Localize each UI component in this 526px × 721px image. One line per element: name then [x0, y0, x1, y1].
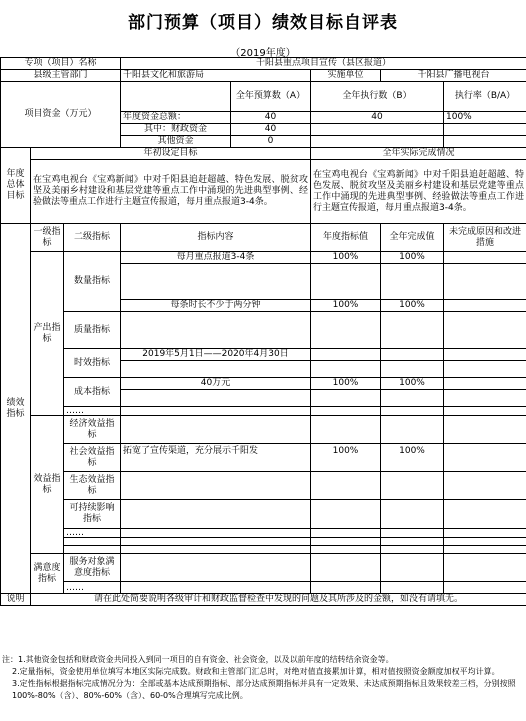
fund-fiscal-label: 其中：财政资金 [121, 124, 231, 136]
project-name-label: 专项（项目）名称 [1, 58, 121, 70]
fund-fiscal-exec [311, 124, 444, 136]
output-more: …… [64, 407, 121, 416]
social-content: 拓宽了宣传渠道，充分展示千阳发 [121, 444, 311, 472]
footnote-1: 注：1.其他资金包括和财政资金共同投入到同一项目的自有资金、社会资金，以及以前年度的结转结余资金等。 [2, 655, 394, 664]
dept-value: 千阳县文化和旅游局 [121, 70, 311, 82]
dept-label: 县级主管部门 [1, 70, 121, 82]
effect-indicators-label: 效益指标 [31, 416, 64, 554]
fund-other-rate [444, 136, 526, 148]
output-indicators-label: 产出指标 [31, 252, 64, 416]
page-title: 部门预算（项目）绩效目标自评表 [128, 13, 398, 33]
header-target: 年度指标值 [311, 224, 381, 252]
fund-fiscal-rate [444, 124, 526, 136]
plan-goal-text: 在宝鸡电视台《宝鸡新闻》中对千阳县追赶超越、特色发展、脱贫攻坚及美丽乡村建设和基层党建等重点工作中涌现的先进典型事例、经验做法等重点工作进行主题宣传报道，每月重点报道3-4条。 [31, 160, 311, 224]
actual-goal-text: 在宝鸡电视台《宝鸡新闻》中对千阳县追赶超越、特色发展、脱贫攻坚及美丽乡村建设和基层党建等重点工作中涌现的先进典型事例、经验做法等重点工作进行主题宣传报道，每月重点报道3-4条。 [311, 160, 526, 224]
funds-blank [121, 82, 231, 112]
social-indicator-label: 社会效益指标 [64, 444, 121, 472]
fund-total-rate: 100% [444, 112, 526, 124]
col-budget: 全年预算数（A） [231, 82, 311, 112]
quality-content: 每条时长不少于两分钟 [121, 300, 311, 312]
cost-actual: 100% [381, 378, 444, 390]
col-rate: 执行率（B/A） [444, 82, 526, 112]
header-actual: 全年完成值 [381, 224, 444, 252]
annual-goal-label: 年度总体目标 [1, 148, 31, 224]
project-name-value: 千阳县重点项目宣传（县区报道） [121, 58, 526, 70]
impl-unit-value: 千阳县广播电视台 [381, 70, 526, 82]
quantity-reason [444, 252, 526, 264]
remark-label: 说明 [1, 594, 31, 606]
header-content: 指标内容 [121, 224, 311, 252]
quality-actual: 100% [381, 300, 444, 312]
plan-goal-header: 年初设定目标 [31, 148, 311, 160]
footnote-2: 2.定量指标，资金使用单位填写本地区实际完成数。财政和主管部门汇总时，对绝对值直接累加计算，相对值按照资金额度加权平均计算。 [12, 667, 500, 676]
fund-other-exec [311, 136, 444, 148]
eco-indicator-label: 生态效益指标 [64, 472, 121, 500]
cost-target: 100% [311, 378, 381, 390]
fund-other-label: 其他资金 [121, 136, 231, 148]
self-evaluation-table [0, 57, 526, 606]
fund-total-exec: 40 [311, 112, 444, 124]
cost-content: 40万元 [121, 378, 311, 390]
cost-indicator-label: 成本指标 [64, 378, 121, 407]
report-year: （2019年度） [230, 48, 296, 59]
actual-goal-header: 全年实际完成情况 [311, 148, 526, 160]
remark-text: 请在此处简要说明各级审计和财政监督检查中发现的问题及其所涉及的金额，如没有请填无。 [31, 594, 526, 606]
timeliness-indicator-label: 时效指标 [64, 349, 121, 378]
impl-unit-label: 实施单位 [311, 70, 381, 82]
social-actual: 100% [381, 444, 444, 472]
quantity-content: 每月重点报道3-4条 [121, 252, 311, 264]
fund-total-label: 年度资金总额： [121, 112, 231, 124]
effect-more: …… [64, 529, 121, 538]
service-satisfaction-label: 服务对象满意度指标 [64, 554, 121, 582]
header-reason: 未完成原因和改进措施 [444, 224, 526, 252]
satisfaction-indicators-label: 满意度指标 [31, 554, 64, 594]
funds-label: 项目资金（万元） [1, 82, 121, 148]
fund-other-budget: 0 [231, 136, 311, 148]
footnotes [2, 654, 524, 702]
col-exec: 全年执行数（B） [311, 82, 444, 112]
time-content: 2019年5月1日——2020年4月30日 [121, 349, 311, 361]
social-target: 100% [311, 444, 381, 472]
quality-target: 100% [311, 300, 381, 312]
quantity-actual: 100% [381, 252, 444, 264]
fund-total-budget: 40 [231, 112, 311, 124]
satisfaction-more: …… [64, 582, 121, 594]
header-level2: 二级指标 [64, 224, 121, 252]
sustain-indicator-label: 可持续影响指标 [64, 500, 121, 529]
perf-indicators-label: 绩效指标 [1, 224, 31, 594]
quality-indicator-label: 质量指标 [64, 312, 121, 349]
quantity-indicator-label: 数量指标 [64, 252, 121, 312]
econ-indicator-label: 经济效益指标 [64, 416, 121, 444]
fund-fiscal-budget: 40 [231, 124, 311, 136]
quantity-target: 100% [311, 252, 381, 264]
header-level1: 一级指标 [31, 224, 64, 252]
footnote-3: 3.定性指标根据指标完成情况分为：全部或基本达成预期指标、部分达成预期指标并具有一定效果、未达成预期指标且效果较差三档，分别按照100%-80%（含）、80%-60%（含）、60-0%合理填写完成比例。 [12, 679, 516, 700]
